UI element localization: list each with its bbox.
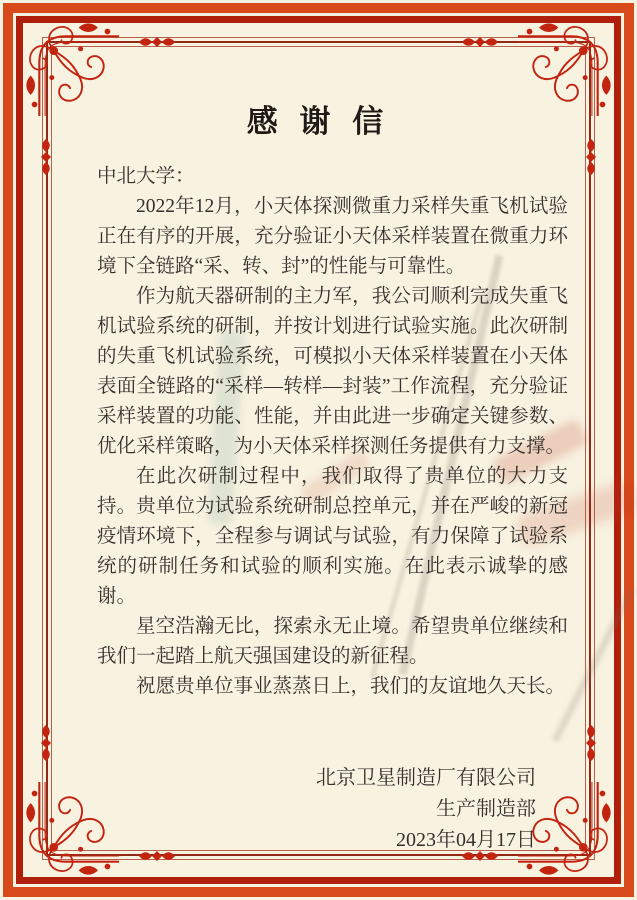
paragraph-2: 作为航天器研制的主力军，我公司顺利完成失重飞机试验系统的研制，并按计划进行试验实施。此次研制的失重飞机试验系统，可模拟小天体采样装置在小天体表面全链路的“采样—转样—封装”工作流程，充分验证采样装置的功能、性能，并由此进一步确定关键参数、优化采样策略，为小天体采样探测任务提供有力支撑。 bbox=[97, 286, 568, 457]
frame-bud-icon bbox=[139, 34, 175, 50]
frame-bud-icon bbox=[583, 725, 599, 761]
paragraph-3: 在此次研制过程中，我们取得了贵单位的大力支持。贵单位为试验系统研制总控单元，并在严峻的新冠疫情环境下，全程参与调试与试验，有力保障了试验系统的研制任务和试验的顺利实施。在此表示诚挚的感谢。 bbox=[97, 466, 568, 607]
paragraph-1: 2022年12月，小天体探测微重力采样失重飞机试验正在有序的开展，充分验证小天体采样装置在微重力环境下全链路“采、转、封”的性能与可靠性。 bbox=[97, 196, 568, 277]
salutation: 中北大学： bbox=[97, 166, 195, 187]
frame-bud-icon bbox=[583, 139, 599, 175]
signature-block bbox=[316, 763, 536, 856]
signature-company: 北京卫星制造厂有限公司 bbox=[316, 767, 536, 789]
letter-title: 感 谢 信 bbox=[246, 104, 391, 139]
corner-flourish-icon bbox=[23, 782, 119, 878]
frame-bud-icon bbox=[38, 139, 54, 175]
frame-bud-icon bbox=[139, 848, 175, 864]
letter-body bbox=[97, 162, 568, 702]
signature-date: 2023年04月17日 bbox=[396, 829, 536, 851]
paragraph-5: 祝愿贵单位事业蒸蒸日上，我们的友谊地久天长。 bbox=[136, 676, 566, 697]
signature-department: 生产制造部 bbox=[436, 798, 536, 820]
frame-bud-icon bbox=[38, 725, 54, 761]
frame-bud-icon bbox=[462, 34, 498, 50]
paragraph-4: 星空浩瀚无比，探索永无止境。希望贵单位继续和我们一起踏上航天强国建设的新征程。 bbox=[97, 616, 568, 667]
